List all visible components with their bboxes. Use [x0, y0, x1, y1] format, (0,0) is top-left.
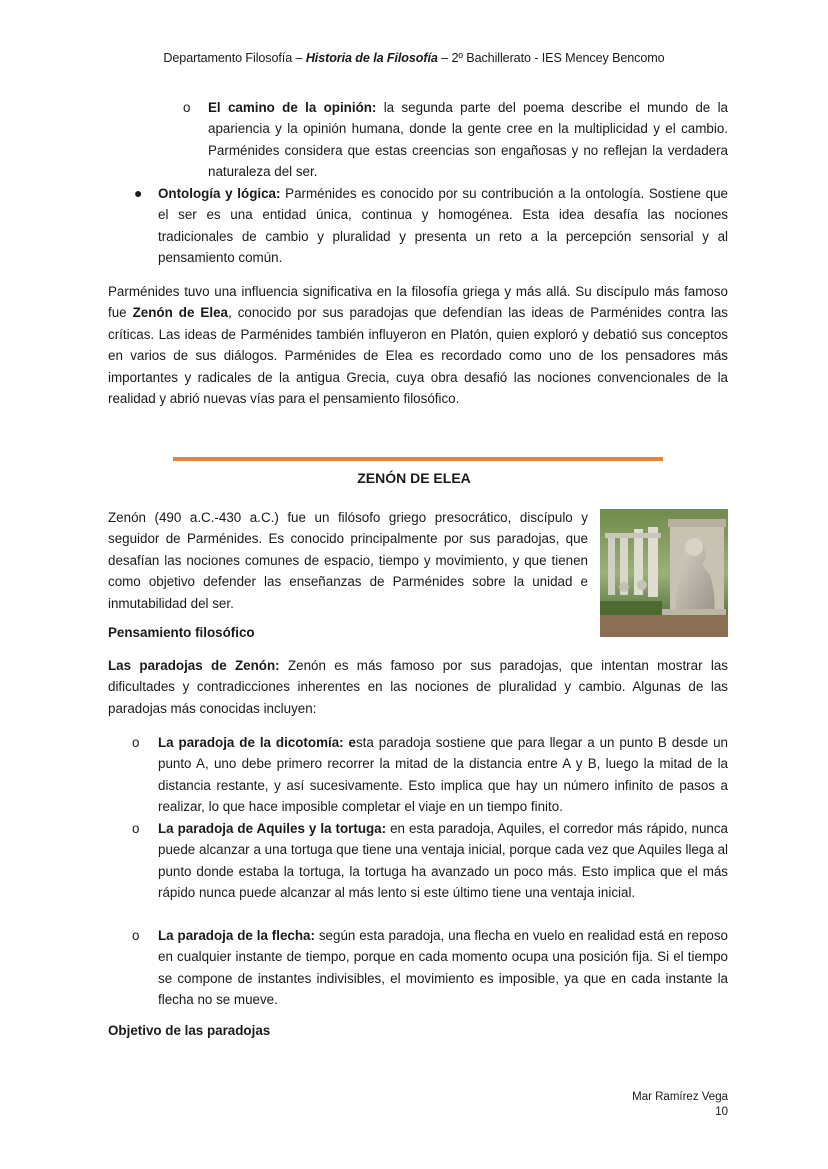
item-label: Las paradojas de Zenón:: [108, 658, 280, 673]
author-name: Mar Ramírez Vega: [632, 1091, 728, 1103]
bold-name: Zenón de Elea: [132, 305, 228, 321]
circle-bullet-icon: o: [132, 928, 140, 943]
header-suffix: – 2º Bachillerato - IES Mencey Bencomo: [437, 51, 665, 65]
circle-bullet-icon: o: [132, 735, 140, 750]
list-item-achilles: [158, 818, 728, 904]
circle-bullet-icon: o: [183, 100, 191, 115]
page-number: 10: [715, 1106, 728, 1118]
list-item-opinion: [208, 97, 728, 183]
paragraph-influence: [108, 281, 728, 409]
heading-pensamiento: Pensamiento filosófico: [108, 625, 255, 640]
section-title: ZENÓN DE ELEA: [357, 470, 471, 486]
section-divider: [173, 457, 663, 461]
paragraph-paradoxes-intro: [108, 655, 728, 719]
statue-illustration-icon: [600, 509, 728, 637]
item-label: Ontología y lógica:: [158, 186, 281, 201]
disc-bullet-icon: ●: [134, 185, 143, 201]
item-label: La paradoja de la flecha:: [158, 928, 315, 943]
heading-objetivo: Objetivo de las paradojas: [108, 1023, 271, 1038]
item-text: la segunda parte del poema describe el mundo de la apariencia y la opinión humana, donde la gente cree en la multiplicidad y el cambio. Parménides considera que estas creencias son engañosas y no reflejan la verdadera naturaleza del ser.: [208, 100, 728, 180]
header-subject: Historia de la Filosofía: [305, 51, 438, 65]
header-prefix: Departamento Filosofía –: [163, 51, 306, 65]
philosopher-statue-image: [600, 509, 728, 637]
item-text: Parménides es conocido por su contribución a la ontología. Sostiene que el ser es una entidad única, continua y homogénea. Esta idea desafía las nociones tradicionales de cambio y pluralidad y presenta un reto a la percepción sensorial y al pensamiento común.: [158, 186, 728, 266]
circle-bullet-icon: o: [132, 821, 140, 836]
item-text: en esta paradoja, Aquiles, el corredor más rápido, nunca puede alcanzar a una tortuga que tiene una ventaja inicial, porque cada vez que Aquiles llega al punto donde estaba la tortuga, la tortuga ha avanzado un poco más. Esto implica que el más rápido nunca puede alcanzar al más lento si este último tiene una ventaja inicial.: [158, 821, 728, 901]
list-item-arrow: [158, 925, 728, 1011]
paragraph-text: Parménides tuvo una influencia significativa en la filosofía griega y más allá. Su discípulo más famoso fue: [108, 284, 728, 321]
list-item-dichotomy: [158, 732, 728, 818]
item-label: El camino de la opinión:: [208, 100, 377, 115]
page-footer: [632, 1090, 728, 1120]
item-label: La paradoja de Aquiles y la tortuga:: [158, 821, 387, 836]
paragraph-text: Zenón es más famoso por sus paradojas, que intentan mostrar las dificultades y contradicciones inherentes en las nociones de pluralidad y cambio. Algunas de las paradojas más conocidas incluyen:: [108, 658, 729, 716]
item-text: sta paradoja sostiene que para llegar a un punto B desde un punto A, uno debe primero recorrer la mitad de la distancia entre A y B, luego la mitad de la distancia restante, y así sucesivamente. Esto implica que hay un número infinito de pasos a realizar, lo que hace imposible completar el viaje en un tiempo finito.: [158, 735, 728, 815]
item-text: según esta paradoja, una flecha en vuelo en realidad está en reposo en cualquier instante de tiempo, porque en cada momento ocupa una posición fija. Si el tiempo se compone de instantes indivisibles, el movimiento es imposible, ya que en cada instante la flecha no se mueve.: [158, 928, 728, 1008]
list-item-ontology: [158, 183, 728, 269]
item-label: La paradoja de la dicotomía: e: [158, 735, 356, 750]
paragraph-text: , conocido por sus paradojas que defendían las ideas de Parménides contra las críticas. Las ideas de Parménides también influyeron en Platón, quien exploró y debatió sus conceptos en varios de sus diálogos. Parménides de Elea es recordado como uno de los pensadores más importantes y radicales de la antigua Grecia, cuya obra desafió las nociones convencionales de la realidad y abrió nuevas vías para el pensamiento filosófico.: [108, 305, 728, 407]
page-header: [0, 51, 828, 65]
paragraph-zeno-intro: Zenón (490 a.C.-430 a.C.) fue un filósofo griego presocrático, discípulo y seguidor de Parménides. Es conocido principalmente por sus paradojas, que desafían las nociones comunes de espacio, tiempo y movimiento, y que tienen como objetivo defender las enseñanzas de Parménides sobre la unidad e inmutabilidad del ser.: [108, 510, 588, 611]
